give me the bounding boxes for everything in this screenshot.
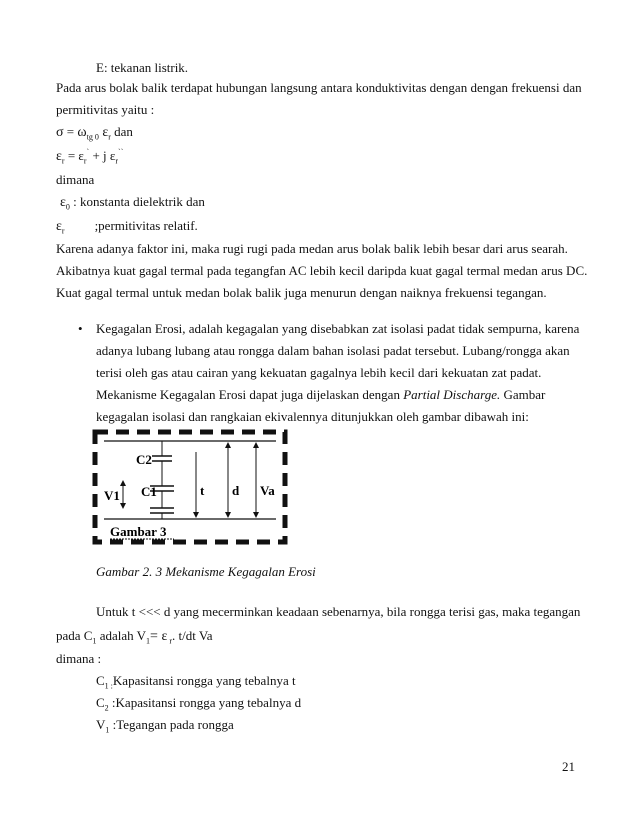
word-dan: dan [110,124,133,139]
subscript-2: 2 [104,703,109,713]
definition-c1 [96,673,296,689]
formula-epsilon [56,148,123,165]
page-number: 21 [562,759,575,774]
text-line-9: Karena adanya faktor ini, maka rugi rugi pada medan arus bolak balik lebih besar dari arus searah. [56,241,568,256]
subscript-r: r [108,132,111,142]
formula-sigma [56,124,133,141]
label-t: t [200,483,205,498]
erosion-mechanism-figure [90,428,290,546]
v1-arrow-down [120,503,126,509]
bullet-line-4 [96,387,545,403]
text-line-dimana: dimana [56,172,95,187]
equals-epsilon: = ε [64,148,84,163]
definition-text: :Tegangan pada rongga [109,717,234,732]
bullet-marker: • [78,321,83,336]
subscript-tg0: tg 0 [86,132,99,142]
va-arrow-up [253,442,259,448]
text-line-2: Pada arus bolak balik terdapat hubungan langsung antara konduktivitas dengan dengan frekuensi dan [56,80,582,95]
d-arrow-down [225,512,231,518]
prime-mark: ` [86,147,90,157]
epsilon-symbol: ε [56,149,62,164]
equals-epsilon: = ε [150,629,168,644]
subscript-r: r [83,156,87,166]
bullet-line-2: adanya lubang lubang atau rongga dalam bahan isolasi padat tersebut. Lubang/rongga akan [96,343,570,358]
definition-epsilon0 [60,194,205,211]
plus-j-epsilon: + j ε [89,148,116,163]
partial-discharge-term: Partial Discharge. [403,387,501,402]
subscript-0: 0 [65,202,70,212]
text-pada-c: pada C [56,628,93,643]
after-paragraph-line-1: Untuk t <<< d yang mecerminkan keadaan sebenarnya, bila rongga terisi gas, maka tegangan [96,604,581,619]
label-d: d [232,483,240,498]
bullet-line-3: terisi oleh gas atau cairan yang kekuatan gagalnya lebih kecil dari kekuatan zat padat. [96,365,542,380]
bullet-line-5: kegagalan isolasi dan rangkaian ekivalennya ditunjukkan oleh gambar dibawah ini: [96,409,529,424]
definition-text: ;permitivitas relatif. [94,218,198,233]
v1-arrow-up [120,480,126,486]
omega-symbol: ω [77,125,87,140]
text-line-11: Kuat gagal termal untuk medan bolak balik juga menurun dengan naiknya frekuensi tegangan. [56,285,547,300]
figure-caption: Gambar 2. 3 Mekanisme Kegagalan Erosi [96,564,316,579]
after-paragraph-line-2 [56,628,213,645]
label-va: Va [260,483,275,498]
subscript-1: 1 [146,636,151,646]
inner-figure-caption: Gambar 3 [110,524,167,539]
epsilon-symbol: ε [60,195,66,210]
label-v1: V1 [104,488,120,503]
subscript-1: 1 [92,636,97,646]
symbol-c: C [96,695,105,710]
equals-sign: = [63,124,78,139]
text-line-1: E: tekanan listrik. [96,60,189,75]
label-c1: C1 [141,484,157,499]
symbol-v: V [96,717,106,732]
t-arrow-down [193,512,199,518]
text-dimana: dimana : [56,651,102,666]
definition-text: Kapasitansi rongga yang tebalnya t [112,673,296,688]
text-line-3: permitivitas yaitu : [56,102,155,117]
bullet-line-4-start: Mekanisme Kegagalan Erosi dapat juga dijelaskan dengan [96,387,404,402]
definition-text: :Kapasitansi rongga yang tebalnya d [108,695,302,710]
subscript-r: r [167,636,172,646]
subscript-r: r [115,156,119,166]
definition-v1 [96,717,234,733]
bullet-line-1: Kegagalan Erosi, adalah kegagalan yang disebabkan zat isolasi padat tidak sempurna, karena [96,321,580,336]
double-prime-mark: `` [118,147,124,157]
definition-text: : konstanta dielektrik dan [69,194,205,209]
definition-epsilonr [56,218,198,235]
subscript-r: r [61,226,65,236]
d-arrow-up [225,442,231,448]
text-formula-end: . t/dt Va [172,628,213,643]
definition-c2 [96,695,301,711]
epsilon-symbol: ε [98,125,109,140]
symbol-c: C [96,673,105,688]
subscript-1: 1 [105,725,110,735]
label-c2: C2 [136,452,152,467]
va-arrow-down [253,512,259,518]
subscript-r: r [61,156,65,166]
text-adalah-v: adalah V [96,628,147,643]
sigma-symbol: σ [56,125,64,140]
text-line-10: Akibatnya kuat gagal termal pada tegangfan AC lebih kecil daripda kuat gagal termal medan arus DC. [56,263,588,278]
epsilon-symbol: ε [56,219,62,234]
subscript-1: 1 : [104,681,113,691]
bullet-line-4-end: Gambar [500,387,546,402]
